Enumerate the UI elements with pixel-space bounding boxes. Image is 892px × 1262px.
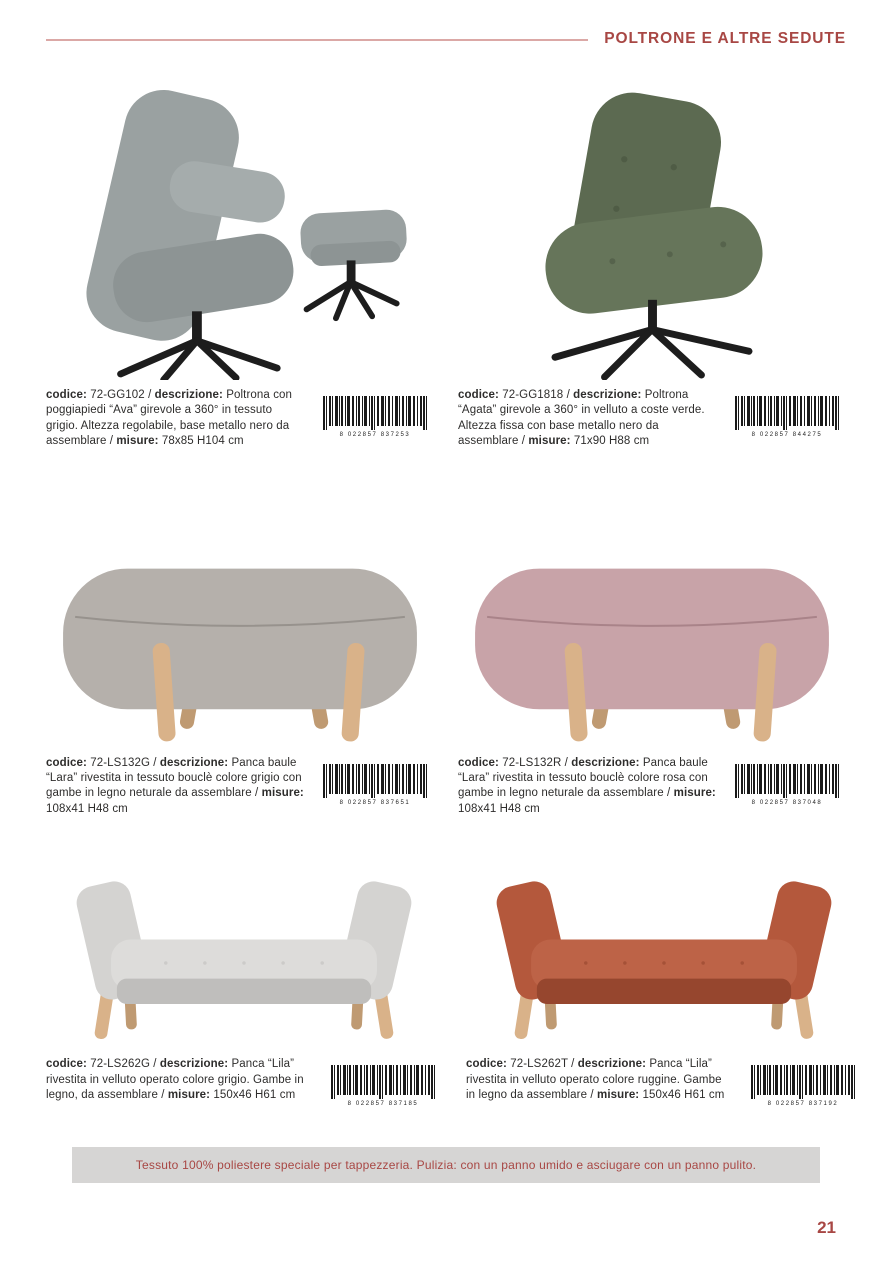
descrizione-label: descrizione: <box>577 1058 647 1071</box>
bench-base <box>117 979 371 1004</box>
product-description-text: Poltrona “Agata” girevole a 360° in velluto a coste verde. Altezza fissa con base metallo nero da assemblare <box>458 389 705 448</box>
separator: / <box>564 756 568 769</box>
product-code: 72-GG102 <box>90 389 145 401</box>
bench-base <box>537 979 791 1004</box>
product-card-lila-grey <box>46 871 442 1107</box>
product-row-3 <box>0 871 892 1107</box>
separator: / <box>566 389 570 401</box>
barcode-digits: 8 022857 844275 <box>751 432 823 438</box>
separator: / <box>153 756 157 769</box>
product-row-2 <box>0 552 892 818</box>
product-measures: 108x41 H48 cm <box>458 802 540 815</box>
product-description <box>466 1057 734 1107</box>
product-measures: 150x46 H61 cm <box>213 1089 296 1102</box>
bench-body <box>475 568 829 709</box>
product-description-text: Panca “Lila” rivestita in velluto operato colore ruggine. Gambe in legno da assemblare <box>466 1058 722 1102</box>
bench-lara-grey-illustration <box>49 556 431 748</box>
descrizione-label: descrizione: <box>154 389 223 401</box>
barcode <box>728 756 846 818</box>
barcode-bars-icon <box>327 1065 439 1101</box>
barcode-bars-icon <box>319 764 431 800</box>
bench-lila-grey-illustration <box>46 873 442 1049</box>
product-code: 72-GG1818 <box>502 389 564 401</box>
barcode-digits: 8 022857 837192 <box>767 1101 839 1108</box>
page-number: 21 <box>817 1218 836 1237</box>
footstool <box>299 209 407 318</box>
descrizione-label: descrizione: <box>573 389 642 401</box>
barcode-bars-icon <box>319 396 431 432</box>
fabric-care-banner <box>72 1147 820 1183</box>
descrizione-label: descrizione: <box>571 756 640 769</box>
barcode-digits: 8 022857 837253 <box>339 432 411 438</box>
page-header <box>0 0 892 48</box>
codice-label: codice: <box>46 1058 87 1071</box>
barcode-bars-icon <box>731 396 843 432</box>
page-title: POLTRONE E ALTRE SEDUTE <box>604 30 846 47</box>
separator: / <box>571 1058 575 1071</box>
codice-label: codice: <box>46 389 87 401</box>
codice-label: codice: <box>466 1058 507 1071</box>
product-description-text: Panca baule “Lara” rivestita in tessuto bouclè colore rosa con gambe in legno neturale da assemblare <box>458 756 708 800</box>
product-photo-armchair-ava <box>46 84 434 380</box>
product-photo-bench-lara-grey <box>46 552 434 748</box>
barcode-digits: 8 022857 837651 <box>339 799 411 806</box>
header-rule <box>46 39 588 41</box>
armchair-body <box>79 86 299 380</box>
misure-label: misure: <box>261 787 304 800</box>
product-code: 72-LS262G <box>90 1058 150 1071</box>
barcode-bars-icon <box>731 764 843 800</box>
separator: / <box>255 787 259 800</box>
product-card-lara-grey <box>46 552 434 818</box>
product-code: 72-LS132R <box>502 756 562 769</box>
product-photo-bench-lila-rust <box>466 871 862 1049</box>
product-photo-bench-lila-grey <box>46 871 442 1049</box>
bench-lila-rust-illustration <box>466 873 862 1049</box>
codice-label: codice: <box>458 389 499 401</box>
chair-agata-illustration <box>502 88 802 380</box>
bench-lara-pink-illustration <box>461 556 843 748</box>
barcode-digits: 8 022857 837048 <box>751 799 823 806</box>
product-description <box>46 1057 314 1107</box>
barcode <box>744 1057 862 1107</box>
product-card-lila-rust <box>466 871 862 1107</box>
product-card-ava <box>46 84 434 450</box>
product-code: 72-LS132G <box>90 756 150 769</box>
separator: / <box>521 435 526 448</box>
product-measures: 150x46 H61 cm <box>642 1089 725 1102</box>
product-description-text: Poltrona con poggiapiedi “Ava” girevole a 360° in tessuto grigio. Altezza regolabile, base metallo nero da assemblare <box>46 389 293 448</box>
barcode <box>316 756 434 818</box>
chair-body <box>540 88 767 319</box>
misure-label: misure: <box>528 435 571 448</box>
bench-body <box>63 568 417 709</box>
product-description-text: Panca baule “Lara” rivestita in tessuto bouclè colore grigio con gambe in legno neturale da assemblare <box>46 756 302 800</box>
product-measures: 108x41 H48 cm <box>46 802 128 815</box>
product-photo-chair-agata <box>458 84 846 380</box>
descrizione-label: descrizione: <box>159 756 229 769</box>
barcode <box>316 388 434 450</box>
product-card-lara-pink <box>458 552 846 818</box>
barcode-bars-icon <box>747 1065 859 1101</box>
product-measures: 71x90 H88 cm <box>573 435 650 448</box>
separator: / <box>148 389 152 401</box>
separator: / <box>590 1089 594 1102</box>
product-row-1 <box>0 84 892 450</box>
misure-label: misure: <box>116 435 159 448</box>
product-measures: 78x85 H104 cm <box>161 435 244 448</box>
barcode <box>728 388 846 450</box>
product-description <box>458 756 718 818</box>
product-description-text: Panca “Lila” rivestita in velluto operato colore grigio. Gambe in legno, da assemblare <box>46 1058 304 1102</box>
product-card-agata <box>458 84 846 450</box>
codice-label: codice: <box>46 756 87 769</box>
product-description <box>46 756 306 818</box>
fabric-care-note: Tessuto 100% poliestere speciale per tappezzeria. Pulizia: con un panno umido e asciugare con un panno pulito. <box>135 1158 757 1173</box>
codice-label: codice: <box>458 756 499 769</box>
descrizione-label: descrizione: <box>159 1058 229 1071</box>
separator: / <box>161 1089 165 1102</box>
barcode-digits: 8 022857 837185 <box>347 1101 419 1108</box>
product-description <box>46 388 306 450</box>
separator: / <box>667 787 671 800</box>
misure-label: misure: <box>673 787 716 800</box>
product-description <box>458 388 718 450</box>
separator: / <box>153 1058 157 1071</box>
barcode <box>324 1057 442 1107</box>
product-photo-bench-lara-pink <box>458 552 846 748</box>
armchair-ava-illustration <box>54 86 426 380</box>
misure-label: misure: <box>597 1089 640 1102</box>
misure-label: misure: <box>167 1089 211 1102</box>
separator: / <box>109 435 114 448</box>
product-code: 72-LS262T <box>510 1058 568 1071</box>
